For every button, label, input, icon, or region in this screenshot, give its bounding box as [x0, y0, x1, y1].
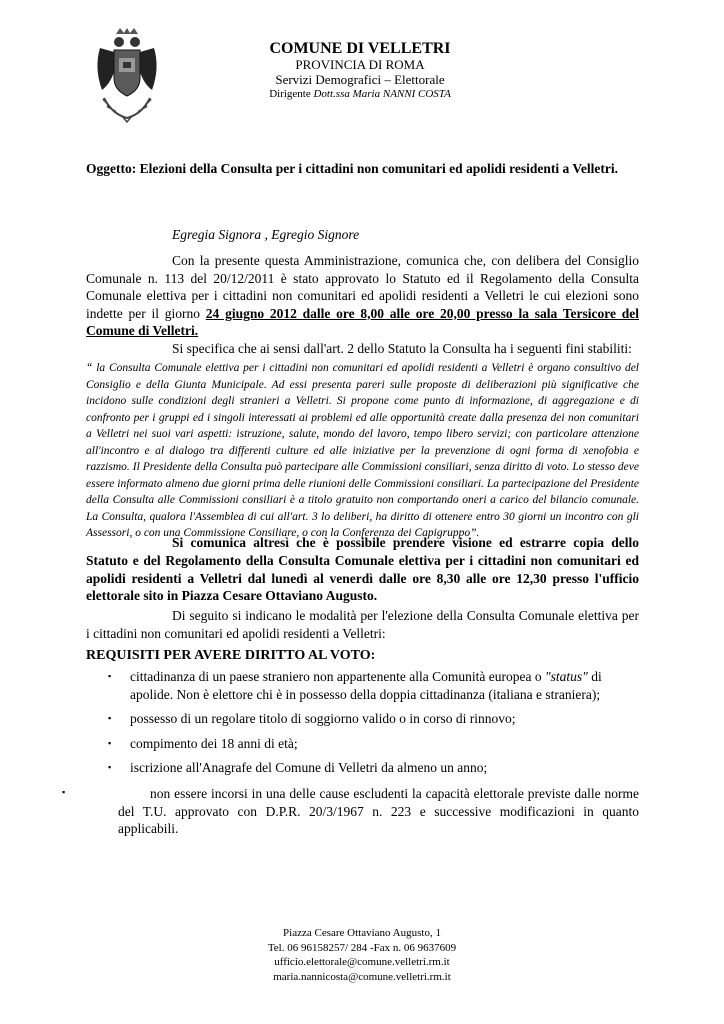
- req-4-text: iscrizione all'Anagrafe del Comune di Velletri da almeno un anno;: [130, 760, 488, 775]
- list-item: [86, 759, 639, 777]
- req-5-text: non essere incorsi in una delle cause escludenti la capacità elettorale previste dalle norme del T.U. approvato con D.P.R. 20/3/1967 n. 223 e successive modificazioni in quanto applicabili.: [118, 786, 639, 836]
- election-date-location: 24 giugno 2012 dalle ore 8,00 alle ore 20,00 presso la sala Tersicore del Comune di Velletri.: [86, 305, 639, 338]
- paragraph-purposes: [86, 340, 639, 358]
- bullet-icon: ▪: [108, 737, 112, 748]
- subject-line: Oggetto: Elezioni della Consulta per i cittadini non comunitari ed apolidi residenti a Velletri.: [86, 161, 619, 176]
- purposes-intro: Si specifica che ai sensi dall'art. 2 dello Statuto la Consulta ha i seguenti fini stabiliti:: [172, 341, 632, 356]
- list-item: [86, 668, 639, 703]
- bullet-icon: ▪: [108, 671, 112, 681]
- footer-email-director: maria.nannicosta@comune.velletri.rm.it: [273, 970, 451, 983]
- req-3-text: compimento dei 18 anni di età;: [130, 735, 298, 751]
- req-2-text: possesso di un regolare titolo di soggiorno valido o in corso di rinnovo;: [130, 711, 516, 726]
- footer-phone: Tel. 06 96158257/ 284 -Fax n. 06 9637609: [267, 941, 457, 954]
- comune-title: COMUNE DI VELLETRI: [269, 40, 451, 57]
- dirigente-prefix: Dirigente: [269, 88, 314, 101]
- dirigente-name: Dott.ssa Maria NANNI COSTA: [313, 88, 451, 101]
- provincia-label: PROVINCIA DI ROMA: [295, 57, 425, 73]
- footer-contacts: [212, 926, 512, 984]
- footer-email-office: ufficio.elettorale@comune.velletri.rm.it: [274, 956, 450, 968]
- letterhead: [230, 40, 490, 101]
- bullet-icon: ▪: [108, 713, 112, 723]
- statute-quote-text: “ la Consulta Comunale elettiva per i cittadini non comunitari ed apolidi residenti a Velletri è organo consultivo del Consiglio e della Giunta Municipale. Ad essi presenta pareri sulle proposte di deliberazioni più significative che incidono sulle condizioni degli stranieri a Velletri. Si propone come punto di informazione, di aggregazione e di confronto per i gruppi ed i singoli interessati ai problemi ed alle opportunità create dalla presenza dei non comunitari a Velletri nei suoi vari aspetti: istruzione, salute, mondo del lavoro, tempo libero servizi; con particolare attenzione all'incontro e al dialogo tra differenti culture ed alle iniziative per la prevenzione di ogni forma di xenofobia e razzismo. Il Presidente della Consulta può partecipare alle Commissioni consiliari, senza diritto di voto. Lo stesso deve essere informato almeno due giorni prima delle riunioni delle Commissioni consiliari. La partecipazione del Presidente della Consulta alle Commissioni consiliari è a titolo gratuito non comportando oneri a carico del bilancio comunale. La Consulta, qualora l'Assemblea di cui all'art. 3 lo deliberi, ha diritto di ottenere entro 30 giorni un incontro con gli Assessori, o con una Commissione Consiliare, o con la Conferenza dei Capigruppo”.: [86, 362, 639, 539]
- req-1-text-a: cittadinanza di un paese straniero non appartenente alla Comunità europea o: [130, 669, 545, 684]
- statute-quote: [86, 360, 639, 542]
- servizi-label: Servizi Demografici – Elettorale: [275, 72, 445, 88]
- req-1-status: "status": [544, 669, 588, 684]
- list-item: [86, 710, 639, 728]
- list-item: [86, 735, 639, 753]
- paragraph-announcement: [86, 252, 639, 340]
- paragraph-consultation: Si comunica altresì che è possibile prendere visione ed estrarre copia dello Statuto e del Regolamento della Consulta Comunale elettiva per i cittadini non comunitari ed apolidi residenti a Velletri dal lunedì al venerdì dalle ore 8,30 alle ore 12,30 presso l'ufficio elettorale sito in Piazza Cesare Ottaviano Augusto.: [86, 535, 639, 604]
- footer-address: Piazza Cesare Ottaviano Augusto, 1: [283, 927, 441, 939]
- paragraph-modalities: Di seguito si indicano le modalità per l'elezione della Consulta Comunale elettiva per i cittadini non comunitari ed apolidi residenti a Velletri:: [86, 608, 639, 641]
- requirements-title: REQUISITI PER AVERE DIRITTO AL VOTO:: [86, 648, 376, 663]
- announcement-text: Con la presente questa Amministrazione, comunica che, con delibera del Consiglio Comunale n. 113 del 20/12/2011 è stato approvato lo Statuto ed il Regolamento della Consulta Comunale elettiva per i cittadini non comunitari ed apolidi residenti a Velletri le cui elezioni sono indette per il giorno: [86, 253, 639, 321]
- requirements-list: [86, 668, 639, 777]
- bullet-icon: ▪: [62, 787, 66, 797]
- dirigente-label: [230, 88, 490, 101]
- coat-of-arms-icon: [92, 28, 162, 124]
- req-1-text-b: di apolide. Non è elettore chi è in possesso della doppia cittadinanza (italiana e straniera);: [130, 669, 602, 702]
- list-item: [118, 785, 639, 838]
- bullet-icon: ▪: [108, 762, 112, 772]
- salutation: Egregia Signora , Egregio Signore: [172, 227, 360, 242]
